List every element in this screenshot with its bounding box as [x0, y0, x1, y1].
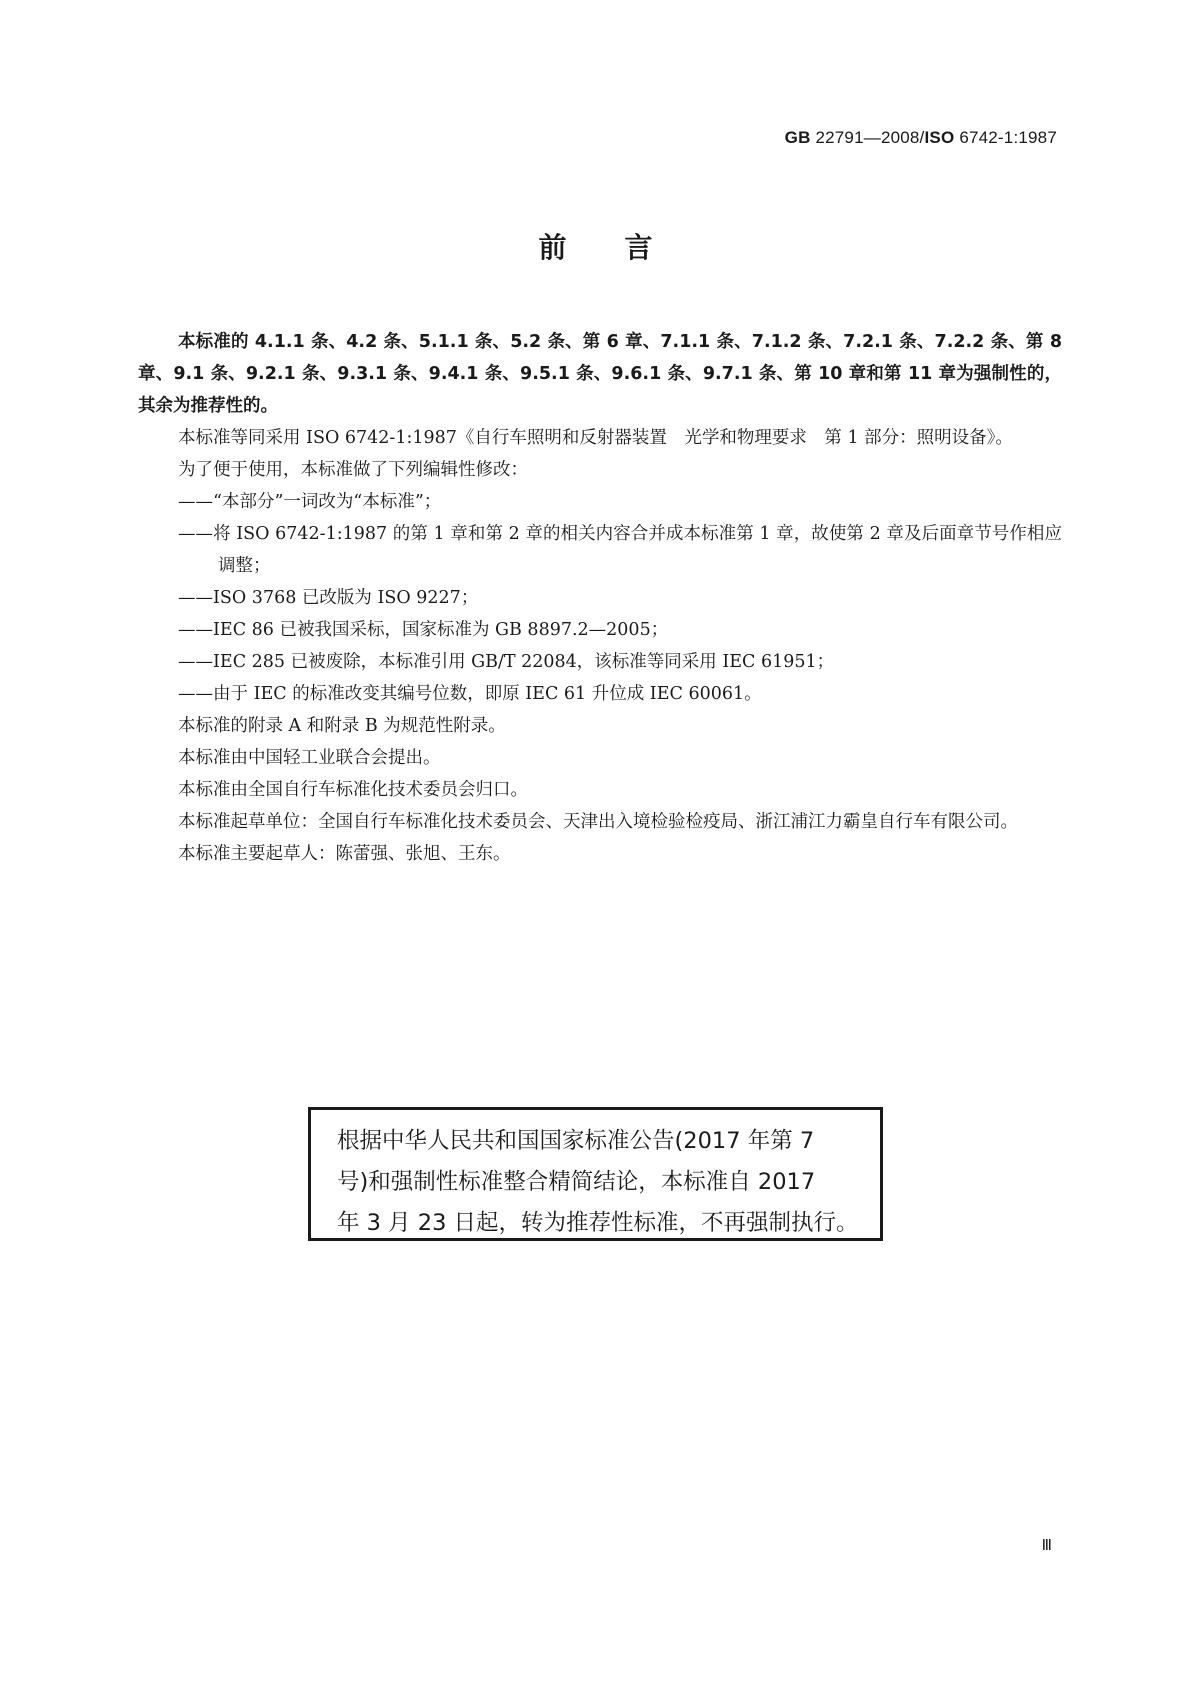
list-item: ——“本部分”一词改为“本标准”；: [178, 492, 442, 512]
std-number: 22791—2008/: [810, 128, 925, 147]
standard-number: [785, 128, 1057, 148]
notice-line: 号)和强制性标准整合精简结论，本标准自 2017: [337, 1169, 816, 1195]
paragraph: 为了便于使用，本标准做了下列编辑性修改：: [178, 460, 528, 480]
std-prefix: GB: [784, 128, 811, 147]
list-item: ——ISO 3768 已改版为 ISO 9227；: [178, 588, 479, 608]
list-item: ——由于 IEC 的标准改变其编号位数，即原 IEC 61 升位成 IEC 60061。: [178, 684, 762, 704]
list-item: ——IEC 285 已被废除，本标准引用 GB/T 22084，该标准等同采用 IEC 61951；: [178, 652, 835, 672]
page-number: Ⅲ: [1041, 1536, 1052, 1554]
list-item: ——IEC 86 已被我国采标，国家标准为 GB 8897.2—2005；: [178, 620, 669, 640]
paragraph: 本标准由全国自行车标准化技术委员会归口。: [178, 780, 528, 800]
page-title: 前言: [538, 231, 711, 264]
iso-prefix: ISO: [924, 128, 955, 147]
paragraph: 本标准由中国轻工业联合会提出。: [178, 748, 441, 768]
paragraph: 本标准起草单位：全国自行车标准化技术委员会、天津出入境检验检疫局、浙江浦江力霸皇自行车有限公司。: [178, 812, 1018, 832]
paragraph: 本标准等同采用 ISO 6742-1:1987《自行车照明和反射器装置 光学和物理要求 第 1 部分：照明设备》。: [178, 428, 1013, 448]
notice-box: [308, 1107, 883, 1241]
iso-number: 6742-1:1987: [954, 128, 1057, 147]
document-body: [138, 326, 1062, 870]
paragraph: 本标准的附录 A 和附录 B 为规范性附录。: [178, 716, 506, 736]
paragraph: 本标准主要起草人：陈蕾强、张旭、王东。: [178, 844, 511, 864]
notice-line: 根据中华人民共和国国家标准公告(2017 年第 7: [337, 1128, 815, 1154]
paragraph: 本标准的 4.1.1 条、4.2 条、5.1.1 条、5.2 条、第 6 章、7.1.1 条、7.1.2 条、7.2.1 条、7.2.2 条、第 8 章、9.1 条、9.2.1 条、9.3.1 条、9.4.1 条、9.5.1 条、9.6.1 条、9.7.1 条、第 10 章和第 11 章为强制性的，其余为推荐性的。: [138, 332, 1062, 416]
notice-line: 年 3 月 23 日起，转为推荐性标准，不再强制执行。: [337, 1210, 859, 1236]
list-item: ——将 ISO 6742-1:1987 的第 1 章和第 2 章的相关内容合并成本标准第 1 章，故使第 2 章及后面章节号作相应调整；: [178, 524, 1062, 576]
